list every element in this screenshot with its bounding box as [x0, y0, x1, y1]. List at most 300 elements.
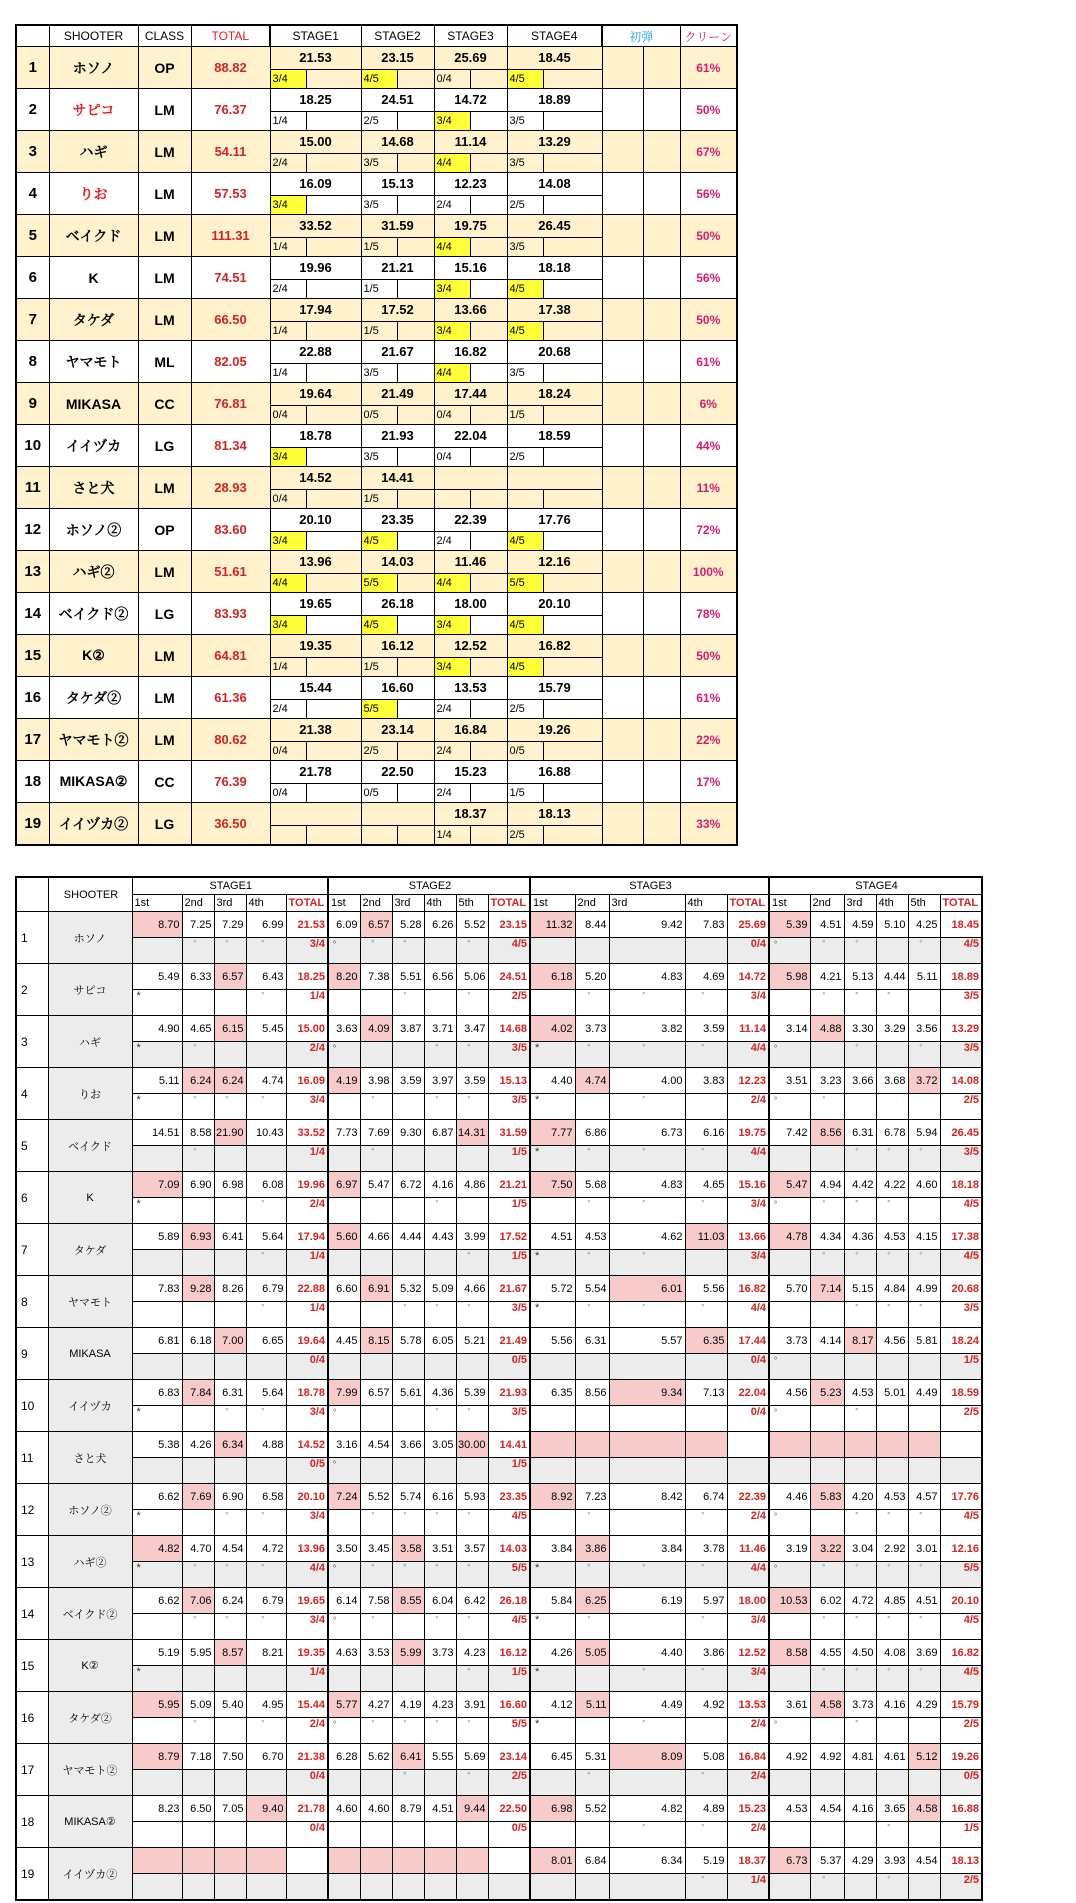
- stage-time: 17.38: [508, 299, 602, 321]
- summary-row: [16, 131, 737, 173]
- stage-total-time: 11.46: [727, 1536, 769, 1562]
- shot-mark: [575, 1822, 609, 1848]
- shot-mark: ゜: [360, 1718, 392, 1744]
- shot-time: 6.97: [328, 1172, 360, 1198]
- shot-time: 6.98: [530, 1796, 575, 1822]
- shot-mark: ゜: [424, 1198, 456, 1224]
- detail-time-row: [16, 1588, 982, 1614]
- shot-mark: [182, 1874, 214, 1901]
- detail-sub-label: 5th: [456, 895, 488, 912]
- stage-hit-count: 4/5: [488, 938, 530, 964]
- detail-time-row: [16, 1536, 982, 1562]
- detail-shooter-name: MIKASA: [48, 1328, 132, 1380]
- shot-time: 6.73: [769, 1848, 810, 1874]
- detail-time-row: [16, 1016, 982, 1042]
- stage-total-time: 21.78: [286, 1796, 328, 1822]
- detail-time-row: [16, 1796, 982, 1822]
- shot-time: 7.00: [214, 1328, 246, 1354]
- shot-mark: [132, 1302, 182, 1328]
- shot-mark: [810, 1510, 844, 1536]
- stage-time: 22.50: [381, 764, 414, 779]
- stage-hit-count: 1/5: [488, 1250, 530, 1276]
- shot-mark: [328, 990, 360, 1016]
- shot-mark: [530, 1822, 575, 1848]
- shot-mark: [876, 1718, 908, 1744]
- shot-time: 8.70: [132, 912, 182, 938]
- stage-hit-count: 0/4: [286, 1354, 328, 1380]
- shot-time: 5.52: [360, 1484, 392, 1510]
- stage-hits: 1/4: [271, 364, 307, 382]
- shot-mark: [246, 1042, 286, 1068]
- stage-cell: [270, 509, 361, 551]
- clean-percent: 50%: [680, 215, 737, 257]
- shot-time: 8.17: [844, 1328, 876, 1354]
- shot-mark: *: [530, 1094, 575, 1120]
- shot-mark: [246, 1666, 286, 1692]
- stage-hits: 1/4: [271, 322, 307, 340]
- shot-time: 6.65: [246, 1328, 286, 1354]
- detail-hit-row: [16, 1406, 982, 1432]
- shot-mark: ゜: [575, 1770, 609, 1796]
- stage-cell: [361, 47, 434, 89]
- shot-time: 4.92: [810, 1744, 844, 1770]
- stage-total-time: 19.26: [940, 1744, 982, 1770]
- shot-mark: [908, 1822, 940, 1848]
- shot-mark: [182, 990, 214, 1016]
- row-number: 13: [16, 551, 49, 593]
- stage-hits: 1/5: [508, 784, 544, 802]
- stage-cell: [270, 89, 361, 131]
- shot-time: 5.95: [182, 1640, 214, 1666]
- detail-no-header: [16, 877, 48, 912]
- stage-hits: 0/5: [362, 784, 398, 802]
- stage-hit-count: 2/5: [488, 990, 530, 1016]
- shot-mark: [575, 938, 609, 964]
- stage-time: 21.93: [381, 428, 414, 443]
- shot-mark: [328, 1198, 360, 1224]
- shot-time: 6.05: [424, 1328, 456, 1354]
- detail-row-number: 10: [16, 1380, 48, 1432]
- first-shot-cell: [643, 467, 680, 509]
- summary-row: [16, 89, 737, 131]
- shot-mark: [908, 1874, 940, 1901]
- stage-cell: [434, 89, 507, 131]
- shot-mark: ゜: [575, 1146, 609, 1172]
- shooter-total: 81.34: [191, 425, 270, 467]
- shot-mark: ゜: [182, 1562, 214, 1588]
- detail-sub-label: 3rd: [609, 895, 685, 912]
- shot-time: 4.36: [844, 1224, 876, 1250]
- stage-time: 19.96: [299, 260, 332, 275]
- shot-time: 5.28: [392, 912, 424, 938]
- shot-mark: ゜: [456, 1302, 488, 1328]
- shot-mark: [328, 1302, 360, 1328]
- stage-cell: [507, 341, 602, 383]
- stage-cell: [270, 299, 361, 341]
- detail-row-number: 4: [16, 1068, 48, 1120]
- shot-time: 8.09: [609, 1744, 685, 1770]
- stage-time: 23.35: [381, 512, 414, 527]
- shot-mark: [424, 1146, 456, 1172]
- shot-mark: ゜: [844, 1406, 876, 1432]
- stage-hits: 2/5: [508, 196, 544, 214]
- shot-mark: ゜: [609, 1146, 685, 1172]
- stage-total-time: 21.38: [286, 1744, 328, 1770]
- shot-time: 5.23: [810, 1380, 844, 1406]
- shot-mark: ゜: [810, 1562, 844, 1588]
- shot-time: 4.99: [908, 1276, 940, 1302]
- shooter-total: 61.36: [191, 677, 270, 719]
- stage-hits: 3/4: [271, 70, 307, 88]
- detail-time-row: [16, 1120, 982, 1146]
- shot-mark: ゜: [392, 1302, 424, 1328]
- shot-mark: ゜: [609, 1562, 685, 1588]
- shooter-total: 76.39: [191, 761, 270, 803]
- shot-mark: ゜: [609, 1198, 685, 1224]
- shot-time: 5.12: [908, 1744, 940, 1770]
- first-shot-cell: [602, 593, 643, 635]
- stage-hit-count: 3/5: [940, 990, 982, 1016]
- shot-mark: ゜: [360, 1614, 392, 1640]
- shot-mark: ゜: [908, 1562, 940, 1588]
- stage-time: 26.45: [508, 215, 602, 237]
- shot-time: 8.57: [214, 1640, 246, 1666]
- shot-time: 7.99: [328, 1380, 360, 1406]
- shot-time: 3.51: [424, 1536, 456, 1562]
- shooter-name: ハギ②: [49, 551, 138, 593]
- shot-time: 4.26: [530, 1640, 575, 1666]
- shot-time: 6.04: [424, 1588, 456, 1614]
- shot-time: 5.97: [685, 1588, 727, 1614]
- row-number: 19: [16, 803, 49, 846]
- detail-shooter-name: ホソノ②: [48, 1484, 132, 1536]
- shot-mark: [424, 1354, 456, 1380]
- shot-time: 7.69: [360, 1120, 392, 1146]
- header-total: TOTAL: [191, 25, 270, 47]
- stage-hits: 3/4: [435, 112, 471, 130]
- detail-sub-label: 1st: [530, 895, 575, 912]
- shot-time: 4.15: [908, 1224, 940, 1250]
- shot-time: 5.52: [456, 912, 488, 938]
- shot-mark: ゜: [685, 1822, 727, 1848]
- detail-shooter-name: ヤマモト②: [48, 1744, 132, 1796]
- stage-hit-count: 2/4: [727, 1718, 769, 1744]
- shot-mark: [246, 1770, 286, 1796]
- shot-time: 4.92: [769, 1744, 810, 1770]
- shot-mark: [132, 1458, 182, 1484]
- shot-time: 3.68: [876, 1068, 908, 1094]
- shot-time: 3.56: [908, 1016, 940, 1042]
- shot-mark: ゜: [844, 1042, 876, 1068]
- shot-mark: [810, 1718, 844, 1744]
- shot-time: 6.09: [328, 912, 360, 938]
- shot-mark: [424, 1666, 456, 1692]
- shot-mark: ゜: [246, 1718, 286, 1744]
- stage-time: 20.10: [538, 596, 571, 611]
- stage-total-time: 18.18: [940, 1172, 982, 1198]
- shot-time: 4.19: [392, 1692, 424, 1718]
- shooter-total: 83.93: [191, 593, 270, 635]
- stage-hit-count: 4/5: [940, 1614, 982, 1640]
- stage-cell: [270, 173, 361, 215]
- shot-mark: ゜: [685, 1874, 727, 1901]
- shot-time: 3.86: [575, 1536, 609, 1562]
- shot-mark: ゜: [685, 1614, 727, 1640]
- stage-hit-count: 4/5: [488, 1614, 530, 1640]
- detail-shooter-name: ベイクド②: [48, 1588, 132, 1640]
- shot-mark: [769, 1614, 810, 1640]
- shot-mark: ゜: [876, 1146, 908, 1172]
- row-number: 11: [16, 467, 49, 509]
- stage-hit-count: [940, 1458, 982, 1484]
- stage-hits: 1/5: [362, 280, 398, 298]
- detail-hit-row: [16, 1198, 982, 1224]
- shot-mark: ゜: [246, 1302, 286, 1328]
- stage-total-time: 18.45: [940, 912, 982, 938]
- shot-time: 5.32: [392, 1276, 424, 1302]
- shot-time: 4.08: [876, 1640, 908, 1666]
- shot-mark: [575, 1718, 609, 1744]
- shot-mark: ゜: [328, 1562, 360, 1588]
- shot-mark: [908, 1770, 940, 1796]
- shot-time: 3.78: [685, 1536, 727, 1562]
- stage-cell: [507, 719, 602, 761]
- stage-total-time: 18.59: [940, 1380, 982, 1406]
- shot-mark: ゜: [769, 1198, 810, 1224]
- stage-hits: 2/4: [271, 280, 307, 298]
- stage-time: [362, 803, 434, 825]
- shot-mark: ゜: [424, 1406, 456, 1432]
- shot-time: 6.25: [575, 1588, 609, 1614]
- shot-time: 3.73: [575, 1016, 609, 1042]
- stage-hit-count: 3/4: [727, 1198, 769, 1224]
- shot-mark: [360, 1198, 392, 1224]
- detail-time-row: [16, 1432, 982, 1458]
- clean-percent: 78%: [680, 593, 737, 635]
- clean-percent: 44%: [680, 425, 737, 467]
- shot-mark: ゜: [246, 1406, 286, 1432]
- stage-hit-count: 1/5: [940, 1354, 982, 1380]
- first-shot-cell: [643, 89, 680, 131]
- stage-cell: [507, 509, 602, 551]
- shot-mark: ゜: [575, 1042, 609, 1068]
- shot-time: 9.28: [182, 1276, 214, 1302]
- shot-mark: [769, 1874, 810, 1901]
- stage-cell: [361, 593, 434, 635]
- stage-hit-count: 1/5: [488, 1666, 530, 1692]
- detail-time-row: [16, 1380, 982, 1406]
- shot-mark: [360, 1458, 392, 1484]
- shot-time: 3.87: [392, 1016, 424, 1042]
- detail-shooter-name: ヤマモト: [48, 1276, 132, 1328]
- shot-mark: ゜: [328, 1718, 360, 1744]
- stage-hits: 3/5: [362, 196, 398, 214]
- first-shot-cell: [643, 635, 680, 677]
- stage-cell: [361, 425, 434, 467]
- stage-hit-count: 5/5: [488, 1718, 530, 1744]
- shooter-name: イイヅカ: [49, 425, 138, 467]
- shooter-total: 64.81: [191, 635, 270, 677]
- shooter-name: ヤマモト: [49, 341, 138, 383]
- stage-hit-count: 3/5: [488, 1302, 530, 1328]
- detail-shooter-name: りお: [48, 1068, 132, 1120]
- stage-total-time: 19.64: [286, 1328, 328, 1354]
- shot-time: 6.72: [392, 1172, 424, 1198]
- stage-total-time: 17.76: [940, 1484, 982, 1510]
- summary-row: [16, 677, 737, 719]
- stage-hit-count: 3/4: [727, 1666, 769, 1692]
- shot-mark: ゜: [685, 1198, 727, 1224]
- shot-mark: [392, 1666, 424, 1692]
- stage-total-time: 21.67: [488, 1276, 530, 1302]
- row-number: 5: [16, 215, 49, 257]
- stage-time: 20.10: [299, 512, 332, 527]
- stage-cell: [270, 47, 361, 89]
- first-shot-cell: [602, 383, 643, 425]
- detail-row-number: 8: [16, 1276, 48, 1328]
- stage-time: 19.26: [508, 719, 602, 741]
- stage-total-time: 14.68: [488, 1016, 530, 1042]
- summary-row: [16, 761, 737, 803]
- header-stage1: STAGE1: [270, 25, 361, 47]
- shot-time: 6.19: [609, 1588, 685, 1614]
- shot-mark: [456, 1458, 488, 1484]
- shot-mark: [769, 990, 810, 1016]
- shot-mark: ゜: [575, 1250, 609, 1276]
- shot-time: 4.53: [575, 1224, 609, 1250]
- detail-shooter-name: サピコ: [48, 964, 132, 1016]
- stage-hit-count: 2/4: [727, 1770, 769, 1796]
- shot-mark: ゜: [360, 1146, 392, 1172]
- shot-mark: *: [132, 1094, 182, 1120]
- shot-time: 6.70: [246, 1744, 286, 1770]
- row-number: 8: [16, 341, 49, 383]
- detail-shooter-name: さと犬: [48, 1432, 132, 1484]
- row-number: 14: [16, 593, 49, 635]
- shot-time: 4.53: [876, 1224, 908, 1250]
- stage-time: 31.59: [362, 215, 434, 237]
- detail-row-number: 16: [16, 1692, 48, 1744]
- first-shot-cell: [643, 761, 680, 803]
- stage-time: 23.15: [362, 47, 434, 69]
- shot-time: 6.28: [328, 1744, 360, 1770]
- shot-mark: ゜: [844, 1302, 876, 1328]
- shot-mark: ゜: [609, 1042, 685, 1068]
- stage-total-time: 23.35: [488, 1484, 530, 1510]
- shot-mark: ゜: [456, 1510, 488, 1536]
- shot-mark: ゜: [392, 1562, 424, 1588]
- shot-mark: ゜: [246, 1614, 286, 1640]
- stage-total-time: 14.72: [727, 964, 769, 990]
- shot-mark: ゜: [908, 1510, 940, 1536]
- shot-mark: [392, 1458, 424, 1484]
- shot-time: 4.51: [530, 1224, 575, 1250]
- shot-mark: ゜: [876, 1874, 908, 1901]
- shot-mark: ゜: [575, 1510, 609, 1536]
- shot-time: 3.50: [328, 1536, 360, 1562]
- shot-time: 4.51: [810, 912, 844, 938]
- shot-mark: ゜: [246, 1250, 286, 1276]
- stage-time: 33.52: [271, 215, 361, 237]
- stage-cell: [270, 131, 361, 173]
- shot-mark: [769, 1458, 810, 1484]
- shot-mark: [214, 1198, 246, 1224]
- detail-hit-row: [16, 1666, 982, 1692]
- stage-cell: [361, 635, 434, 677]
- shot-mark: [876, 1458, 908, 1484]
- shot-mark: ゜: [328, 938, 360, 964]
- stage-hit-count: 4/5: [940, 1666, 982, 1692]
- stage-cell: [270, 383, 361, 425]
- shot-time: 5.69: [456, 1744, 488, 1770]
- shot-mark: [424, 938, 456, 964]
- shot-time: 5.56: [685, 1276, 727, 1302]
- shot-mark: ゜: [456, 990, 488, 1016]
- shot-time: 4.95: [246, 1692, 286, 1718]
- shot-mark: *: [530, 1718, 575, 1744]
- stage-time: 12.16: [508, 551, 602, 573]
- shooter-name: ベイクド: [49, 215, 138, 257]
- stage-time: 17.44: [435, 383, 507, 405]
- stage-total-time: 33.52: [286, 1120, 328, 1146]
- shot-time: 3.30: [844, 1016, 876, 1042]
- shot-mark: ゜: [876, 1302, 908, 1328]
- stage-hit-count: 2/5: [940, 1874, 982, 1901]
- shot-time: 4.65: [685, 1172, 727, 1198]
- shot-time: 4.53: [844, 1380, 876, 1406]
- shot-time: 4.72: [246, 1536, 286, 1562]
- shooter-class: LM: [138, 131, 191, 173]
- shot-time: 4.54: [214, 1536, 246, 1562]
- detail-table: [15, 876, 983, 1901]
- stage-time: 18.78: [299, 428, 332, 443]
- shot-mark: ゜: [810, 1614, 844, 1640]
- stage-time: 13.29: [508, 131, 602, 153]
- stage-hit-count: 0/5: [488, 1822, 530, 1848]
- shot-time: 7.09: [132, 1172, 182, 1198]
- shot-time: 4.23: [456, 1640, 488, 1666]
- shot-mark: [132, 1250, 182, 1276]
- shot-mark: [685, 1250, 727, 1276]
- shot-time: 3.66: [844, 1068, 876, 1094]
- shot-mark: [328, 1874, 360, 1901]
- shot-mark: [456, 1146, 488, 1172]
- shot-mark: [908, 1458, 940, 1484]
- stage-cell: [361, 467, 434, 509]
- stage-total-time: 15.13: [488, 1068, 530, 1094]
- shot-time: 5.11: [575, 1692, 609, 1718]
- shooter-name: ベイクド②: [49, 593, 138, 635]
- shot-mark: [530, 1406, 575, 1432]
- shot-time: [328, 1848, 360, 1874]
- shooter-class: LM: [138, 719, 191, 761]
- summary-row: [16, 593, 737, 635]
- shot-time: [908, 1432, 940, 1458]
- shot-time: 6.86: [575, 1120, 609, 1146]
- stage-cell: [361, 509, 434, 551]
- shot-time: 7.58: [360, 1588, 392, 1614]
- shot-time: 4.53: [876, 1484, 908, 1510]
- first-shot-cell: [602, 215, 643, 257]
- stage-total-time: 18.25: [286, 964, 328, 990]
- shooter-total: 66.50: [191, 299, 270, 341]
- stage-total-time: 16.88: [940, 1796, 982, 1822]
- shot-time: 4.43: [424, 1224, 456, 1250]
- shot-time: 4.65: [182, 1016, 214, 1042]
- shot-time: 5.08: [685, 1744, 727, 1770]
- first-shot-cell: [602, 551, 643, 593]
- shot-mark: [530, 1874, 575, 1901]
